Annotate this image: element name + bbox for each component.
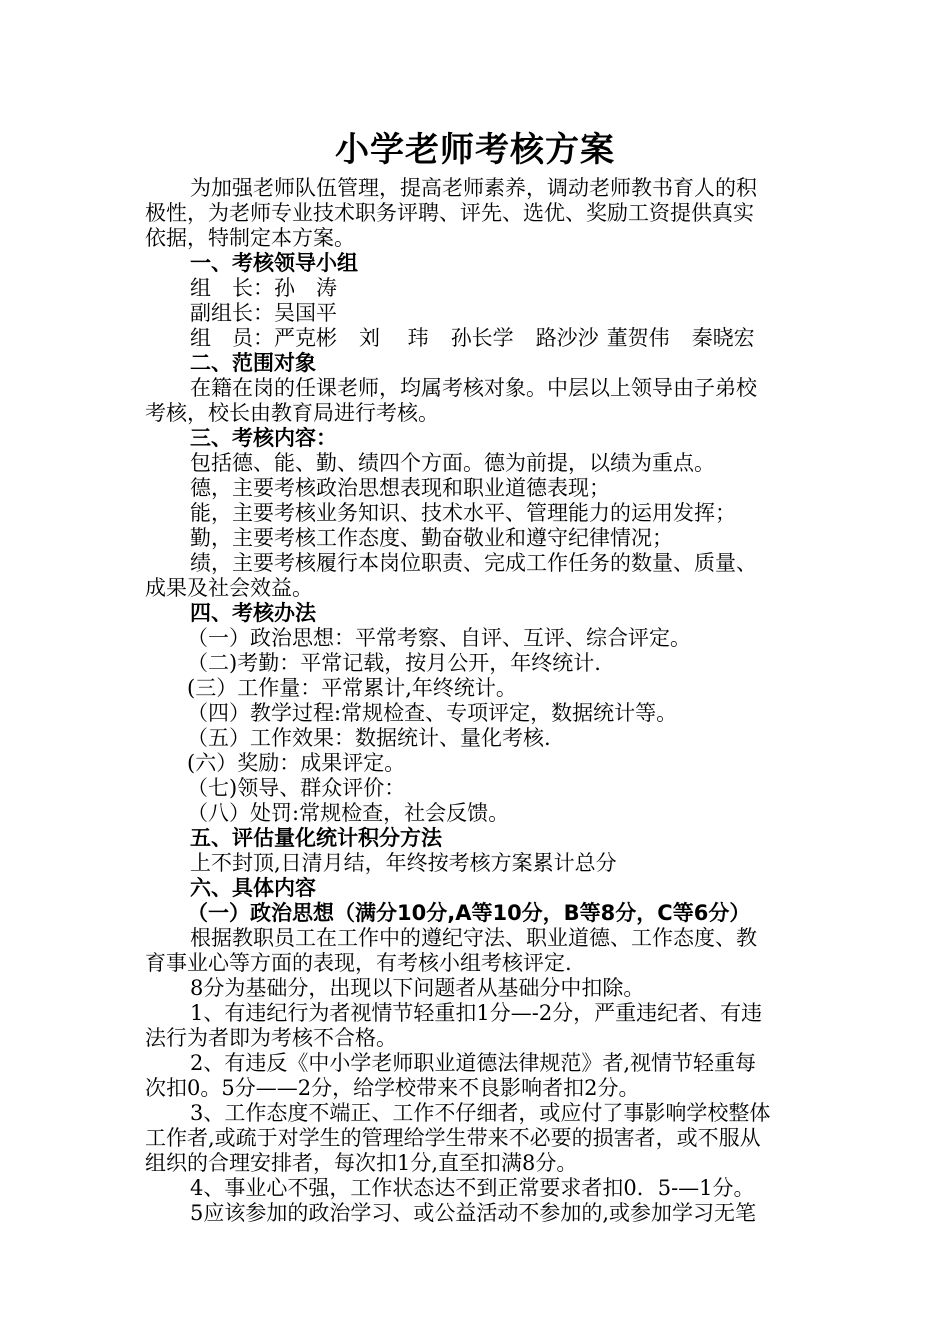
body-line: 德，主要考核政治思想表现和职业道德表现； <box>190 476 610 500</box>
body-line: 1、有违纪行为者视情节轻重扣1分—-2分，严重违纪者、有违 <box>190 1001 763 1025</box>
body-line: 法行为者即为考核不合格。 <box>145 1026 397 1050</box>
method-item: (六）奖励：成果评定。 <box>187 751 406 775</box>
body-line: 在籍在岗的任课老师，均属考核对象。中层以上领导由子弟校 <box>190 376 757 400</box>
body-line: 8分为基础分，出现以下问题者从基础分中扣除。 <box>190 976 645 1000</box>
method-item: （八）处罚:常规检查，社会反馈。 <box>187 801 510 825</box>
intro-line: 依据，特制定本方案。 <box>145 226 355 250</box>
body-line: 5应该参加的政治学习、或公益活动不参加的,或参加学习无笔 <box>190 1201 757 1225</box>
document-title: 小学老师考核方案 <box>335 130 615 170</box>
intro-line: 为加强老师队伍管理，提高老师素养，调动老师教书育人的积 <box>190 176 757 200</box>
body-line: 考核，校长由教育局进行考核。 <box>145 401 439 425</box>
leader-line: 组 长：孙 涛 <box>190 276 337 300</box>
subsection-heading: （一）政治思想（满分10分,A等10分，B等8分，C等6分） <box>187 901 751 925</box>
body-line: 勤，主要考核工作态度、勤奋敬业和遵守纪律情况； <box>190 526 673 550</box>
body-line: 包括德、能、勤、绩四个方面。德为前提，以绩为重点。 <box>190 451 715 475</box>
body-line: 组织的合理安排者，每次扣1分,直至扣满8分。 <box>145 1151 578 1175</box>
section-heading: 三、考核内容： <box>190 426 337 450</box>
member-name: 严克彬 <box>274 326 337 350</box>
body-line: 成果及社会效益。 <box>145 576 313 600</box>
body-line: 3、工作态度不端正、工作不仔细者，或应付了事影响学校整体 <box>190 1101 771 1125</box>
method-item: （五）工作效果：数据统计、量化考核. <box>187 726 551 750</box>
method-item: （二)考勤：平常记载，按月公开，年终统计. <box>187 651 601 675</box>
body-line: 绩，主要考核履行本岗位职责、完成工作任务的数量、质量、 <box>190 551 757 575</box>
section-heading: 二、范围对象 <box>190 351 316 375</box>
section-heading: 一、考核领导小组 <box>190 251 358 275</box>
section-heading: 四、考核办法 <box>190 601 316 625</box>
method-item: （七)领导、群众评价： <box>187 776 406 800</box>
method-item: （四）教学过程:常规检查、专项评定，数据统计等。 <box>187 701 678 725</box>
member-name: 秦晓宏 <box>691 326 755 350</box>
members-label: 组 员： <box>190 326 274 350</box>
intro-line: 极性，为老师专业技术职务评聘、评先、选优、奖励工资提供真实 <box>145 201 754 225</box>
section-heading: 六、具体内容 <box>190 876 316 900</box>
body-line: 4、事业心不强，工作状态达不到正常要求者扣0．5-—1分。 <box>190 1176 755 1200</box>
body-line: 育事业心等方面的表现，有考核小组考核评定. <box>145 951 572 975</box>
method-item: （一）政治思想：平常考察、自评、互评、综合评定。 <box>187 626 691 650</box>
deputy-line: 副组长：吴国平 <box>190 301 337 325</box>
members-line <box>145 326 810 351</box>
body-line: 上不封顶,日清月结，年终按考核方案累计总分 <box>190 851 617 875</box>
document-body <box>145 176 810 1226</box>
member-name: 刘 玮 <box>359 326 429 350</box>
body-line: 次扣0。5分——2分，给学校带来不良影响者扣2分。 <box>145 1076 640 1100</box>
body-line: 能，主要考核业务知识、技术水平、管理能力的运用发挥； <box>190 501 736 525</box>
body-line: 工作者,或疏于对学生的管理给学生带来不必要的损害者，或不服从 <box>145 1126 761 1150</box>
section-heading: 五、评估量化统计积分方法 <box>190 826 442 850</box>
member-name: 董贺伟 <box>606 326 670 350</box>
body-line: 2、有违反《中小学老师职业道德法律规范》者,视情节轻重每 <box>190 1051 757 1075</box>
body-line: 根据教职员工在工作中的遵纪守法、职业道德、工作态度、教 <box>190 926 757 950</box>
method-item: (三）工作量：平常累计,年终统计。 <box>187 676 517 700</box>
member-name: 路沙沙 <box>535 326 599 350</box>
member-name: 孙长学 <box>450 326 514 350</box>
